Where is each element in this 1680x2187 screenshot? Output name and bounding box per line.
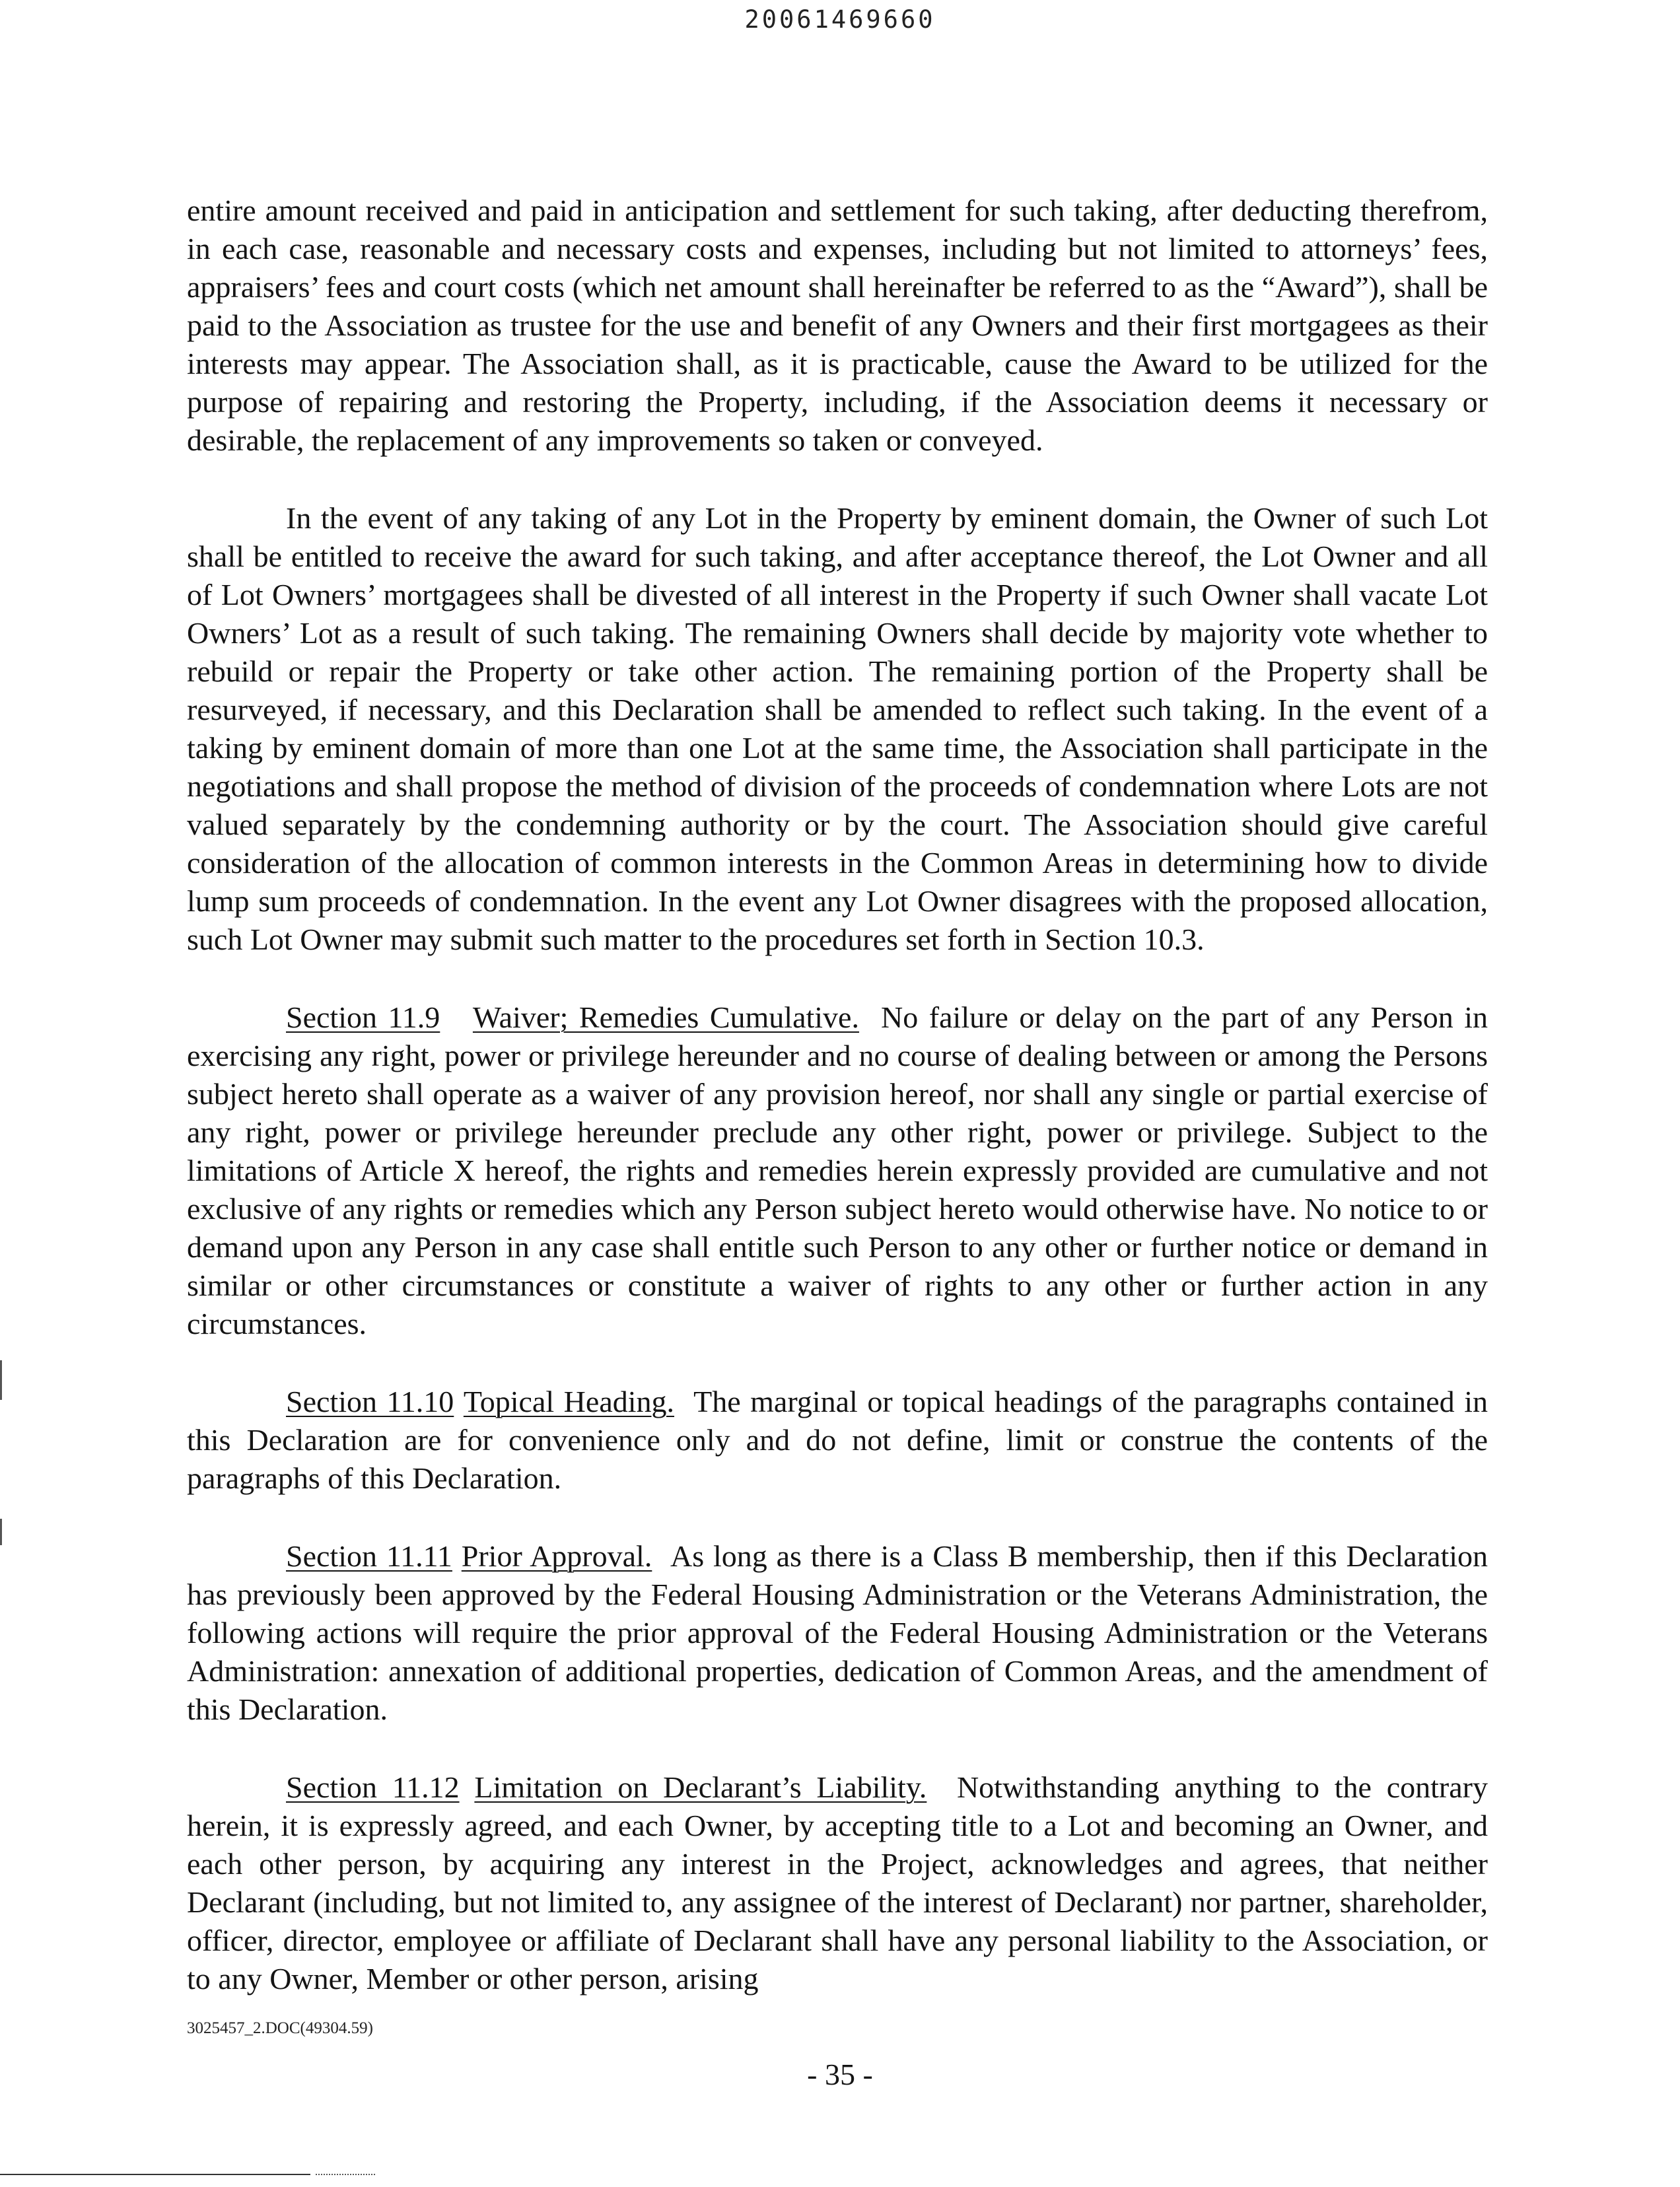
document-number: 20061469660	[744, 5, 936, 34]
section-title: Waiver; Remedies Cumulative.	[472, 1000, 859, 1034]
page-number: - 35 -	[807, 2058, 873, 2091]
section-11-12	[187, 1768, 1488, 1998]
scan-artifact-line	[0, 2174, 310, 2175]
section-number: Section 11.10	[286, 1385, 454, 1418]
section-text: No failure or delay on the part of any Person in exercising any right, power or privilege hereunder and no course of dealing between or among the Persons subject hereto shall operate as a waiver of any provision hereof, nor shall any single or partial exercise of any right, power or privilege hereunder preclude any other right, power or privilege. Subject to the limitations of Article X hereof, the rights and remedies herein expressly provided are cumulative and not exclusive of any rights or remedies which any Person subject hereto would otherwise have. No notice to or demand upon any Person in any case shall entitle such Person to any other or further notice or demand in similar or other circumstances or constitute a waiver of rights to any other or further action in any circumstances.	[187, 1000, 1488, 1340]
section-11-9	[187, 998, 1488, 1343]
scan-edge-mark	[0, 1360, 2, 1400]
section-11-11	[187, 1537, 1488, 1729]
section-text: The marginal or topical headings of the paragraphs contained in this Declaration are for convenience only and do not define, limit or construe the contents of the paragraphs of this Declaration.	[187, 1385, 1488, 1495]
document-body	[187, 191, 1488, 2038]
paragraph-eminent-domain: In the event of any taking of any Lot in the Property by eminent domain, the Owner of such Lot shall be entitled to receive the award for such taking, and after acceptance thereof, the Lot Owner and all of Lot Owners’ mortgagees shall be divested of all interest in the Property if such Owner shall vacate Lot Owners’ Lot as a result of such taking. The remaining Owners shall decide by majority vote whether to rebuild or repair the Property or take other action. The remaining portion of the Property shall be resurveyed, if necessary, and this Declaration shall be amended to reflect such taking. In the event of a taking by eminent domain of more than one Lot at the same time, the Association shall participate in the negotiations and shall propose the method of division of the proceeds of condemnation where Lots are not valued separately by the condemning authority or by the court. The Association should give careful consideration of the allocation of common interests in the Common Areas in determining how to divide lump sum proceeds of condemnation. In the event any Lot Owner disagrees with the proposed allocation, such Lot Owner may submit such matter to the procedures set forth in Section 10.3.	[187, 501, 1488, 956]
paragraph-continuation: entire amount received and paid in anticipation and settlement for such taking, after deducting therefrom, in each case, reasonable and necessary costs and expenses, including but not limited to attorneys’ fees, appraisers’ fees and court costs (which net amount shall hereinafter be referred to as the “Award”), shall be paid to the Association as trustee for the use and benefit of any Owners and their first mortgagees as their interests may appear. The Association shall, as it is practicable, cause the Award to be utilized for the purpose of repairing and restoring the Property, including, if the Association deems it necessary or desirable, the replacement of any improvements so taken or conveyed.	[187, 193, 1488, 457]
section-title: Limitation on Declarant’s Liability.	[474, 1770, 927, 1804]
section-text: As long as there is a Class B membership, then if this Declaration has previously been approved by the Federal Housing Administration or the Veterans Administration, the following actions will require the prior approval of the Federal Housing Administration or the Veterans Administration: annexation of additional properties, dedication of Common Areas, and the amendment of this Declaration.	[187, 1539, 1488, 1726]
section-title: Prior Approval.	[461, 1539, 652, 1573]
section-number: Section 11.11	[286, 1539, 452, 1573]
section-title: Topical Heading.	[463, 1385, 675, 1418]
section-11-10	[187, 1383, 1488, 1498]
document-reference: 3025457_2.DOC(49304.59)	[187, 2019, 373, 2037]
section-number: Section 11.12	[286, 1770, 460, 1804]
section-text: Notwithstanding anything to the contrary herein, it is expressly agreed, and each Owner, by accepting title to a Lot and becoming an Owner, and each other person, by acquiring any interest in the Project, acknowledges and agrees, that neither Declarant (including, but not limited to, any assignee of the interest of Declarant) nor partner, shareholder, officer, director, employee or affiliate of Declarant shall have any personal liability to the Association, or to any Owner, Member or other person, arising	[187, 1770, 1488, 1996]
section-number: Section 11.9	[286, 1000, 440, 1034]
scan-artifact-dots	[316, 2174, 375, 2175]
scan-edge-mark	[0, 1519, 2, 1545]
